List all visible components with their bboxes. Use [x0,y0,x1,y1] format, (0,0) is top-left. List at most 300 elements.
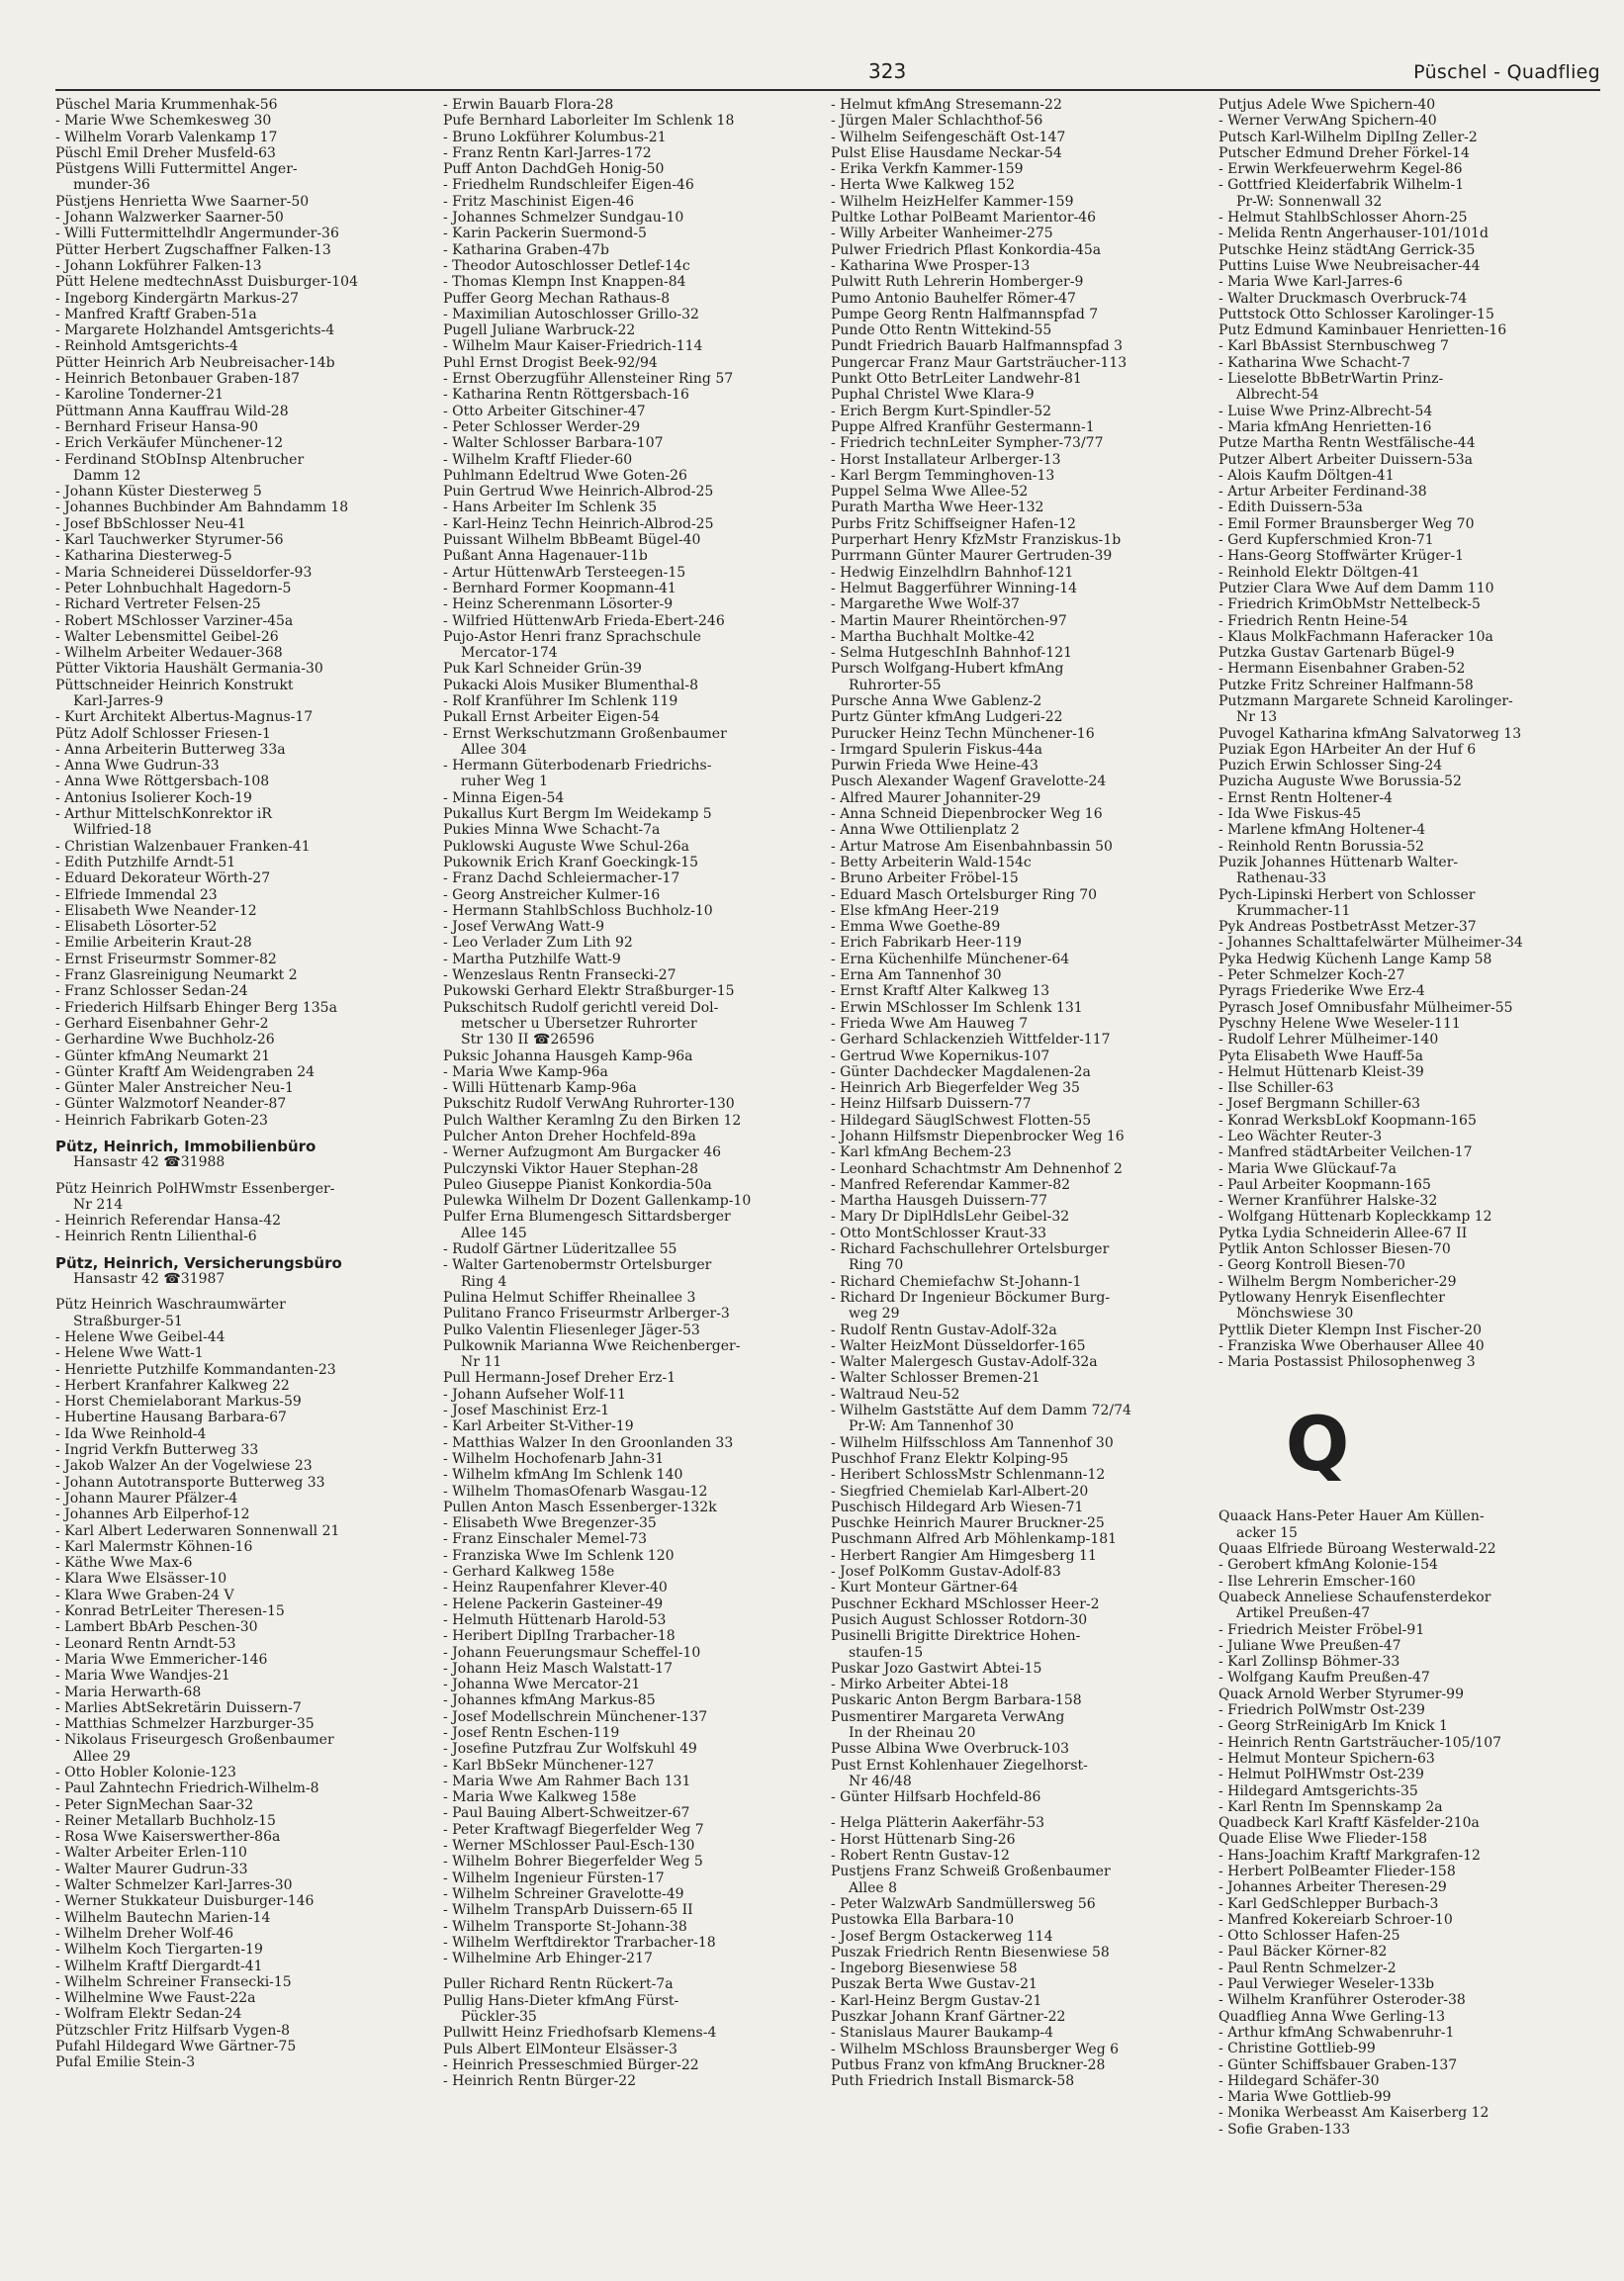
directory-entry: - Wilhelm Bohrer Biegerfelder Weg 5 [443,1854,703,1870]
directory-entry: Püschel Maria Krummenhak-56 [55,97,278,113]
directory-entry: - Luise Wwe Prinz-Albrecht-54 [1218,403,1433,419]
directory-entry: - Erwin MSchlosser Im Schlenk 131 [831,999,1083,1016]
directory-entry: - Heinrich Presseschmied Bürger-22 [443,2056,699,2073]
directory-entry: - Werner Stukkateur Duisburger-146 [55,1893,315,1910]
directory-entry: Putzier Clara Wwe Auf dem Damm 110 [1218,580,1494,596]
directory-entry: - Rudolf Gärtner Lüderitzallee 55 [443,1241,677,1258]
directory-entry: - Emilie Arbeiterin Kraut-28 [55,935,252,952]
directory-entry: - Robert Rentn Gustav-12 [831,1848,1010,1865]
directory-entry: - Anna Wwe Ottilienplatz 2 [831,822,1020,839]
directory-entry: Putz Edmund Kaminbauer Henrietten-16 [1218,322,1507,339]
directory-entry: - Klara Wwe Graben-24 V [55,1587,234,1603]
directory-entry: - Lieselotte BbBetrWartin Prinz- [1218,371,1444,388]
directory-entry: - Johann Walzwerker Saarner-50 [55,210,284,227]
directory-entry: - Friedrich Rentn Heine-54 [1218,612,1408,629]
directory-entry: - Gerhard Kalkweg 158e [443,1564,615,1581]
directory-entry: Puleo Giuseppe Pianist Konkordia-50a [443,1176,712,1193]
directory-entry: - Jakob Walzer An der Vogelwiese 23 [55,1458,313,1475]
directory-entry: - Jürgen Maler Schlachthof-56 [831,113,1043,130]
directory-entry: - Wilhelm Arbeiter Wedauer-368 [55,645,283,662]
directory-entry: - Wilhelm Dreher Wolf-46 [55,1925,234,1942]
directory-entry: - Ingeborg Biesenwiese 58 [831,1961,1018,1977]
directory-entry: - Josef Modellschrein Münchener-137 [443,1708,708,1725]
directory-entry: - Heinz Scherenmann Lösorter-9 [443,596,674,613]
directory-entry: - Erna Am Tannenhof 30 [831,967,1002,984]
directory-entry: - Bruno Lokführer Kolumbus-21 [443,129,667,145]
directory-entry: Nr 13 [1236,709,1278,726]
directory-entry: Pyrags Friederike Wwe Erz-4 [1218,983,1425,1000]
directory-entry: Pustjens Franz Schweiß Großenbaumer [831,1864,1111,1880]
directory-entry: - Otto Hobler Kolonie-123 [55,1764,236,1780]
directory-entry: - Irmgard Spulerin Fiskus-44a [831,741,1043,758]
directory-entry: - Maria Wwe Karl-Jarres-6 [1218,274,1403,291]
directory-entry: - Theodor Autoschlosser Detlef-14c [443,257,690,274]
directory-entry: - Wolfgang Kaufm Preußen-47 [1218,1670,1430,1687]
directory-entry: - Thomas Klempn Inst Knappen-84 [443,274,686,291]
directory-entry: Pullwitt Heinz Friedhofsarb Klemens-4 [443,2025,717,2042]
directory-entry: - Karl BbSekr Münchener-127 [443,1757,655,1774]
directory-entry: Puller Richard Rentn Rückert-7a [443,1976,674,1993]
directory-entry: - Else kfmAng Heer-219 [831,902,1000,919]
directory-entry: - Katharina Graben-47b [443,241,609,258]
directory-entry: - Günter kfmAng Neumarkt 21 [55,1048,271,1064]
directory-entry: Pr-W: Sonnenwall 32 [1236,193,1383,210]
directory-entry: Quadflieg Anna Wwe Gerling-13 [1218,2008,1446,2025]
directory-entry: - Richard Chemiefachw St-Johann-1 [831,1273,1082,1290]
directory-entry: - Katharina Wwe Prosper-13 [831,257,1031,274]
directory-entry: - Josef Bergm Ostackerweg 114 [831,1928,1053,1945]
directory-entry: - Josef Maschinist Erz-1 [443,1403,610,1419]
directory-entry: - Wilhelm Koch Tiergarten-19 [55,1942,263,1959]
directory-entry: Pundt Friedrich Bauarb Halfmannspfad 3 [831,338,1124,355]
directory-entry: - Walter HeizMont Düsseldorfer-165 [831,1337,1086,1354]
directory-entry: - Peter WalzwArb Sandmüllersweg 56 [831,1895,1096,1912]
directory-entry: - Günter Kraftf Am Weidengraben 24 [55,1063,316,1080]
directory-entry: - Georg Anstreicher Kulmer-16 [443,886,661,903]
directory-entry: - Martha Putzhilfe Watt-9 [443,951,621,967]
directory-entry: - Mirko Arbeiter Abtei-18 [831,1677,1009,1693]
directory-entry: - Willi Futtermittelhdlr Angermunder-36 [55,226,339,242]
directory-entry: - Friedrich KrimObMstr Nettelbeck-5 [1218,596,1481,613]
directory-entry: - Karl BbAssist Sternbuschweg 7 [1218,338,1449,355]
directory-entry: - Siegfried Chemielab Karl-Albert-20 [831,1483,1089,1500]
directory-entry: Pyschny Helene Wwe Weseler-111 [1218,1015,1461,1032]
directory-entry: - Hildegard Schäfer-30 [1218,2072,1380,2089]
directory-entry: - Richard Fachschullehrer Ortelsburger [831,1241,1110,1258]
directory-entry: - Wilhelm Maur Kaiser-Friedrich-114 [443,338,703,355]
directory-entry: - Margarete Holzhandel Amtsgerichts-4 [55,322,335,339]
directory-entry: Pumpe Georg Rentn Halfmannspfad 7 [831,306,1099,322]
directory-entry: - Willi Hüttenarb Kamp-96a [443,1080,637,1097]
directory-entry: Punkt Otto BetrLeiter Landwehr-81 [831,371,1082,388]
directory-entry: acker 15 [1236,1524,1298,1541]
directory-entry: - Heinrich Fabrikarb Goten-23 [55,1112,268,1129]
directory-entry: Puhlmann Edeltrud Wwe Goten-26 [443,467,687,484]
directory-entry: Puskar Jozo Gastwirt Abtei-15 [831,1660,1042,1677]
directory-entry: - Herbert PolBeamter Flieder-158 [1218,1863,1456,1879]
running-head: Püschel - Quadflieg [1413,61,1600,83]
directory-entry: - Wilhelm Schreiner Fransecki-15 [55,1973,292,1990]
directory-entry: Punde Otto Rentn Wittekind-55 [831,322,1052,339]
directory-entry: Puziak Egon HArbeiter An der Huf 6 [1218,741,1477,758]
directory-entry: - Günter Schiffsbauer Graben-137 [1218,2056,1458,2073]
directory-entry: - Horst Installateur Arlberger-13 [831,451,1061,468]
directory-entry: Pumo Antonio Bauhelfer Römer-47 [831,290,1076,307]
directory-entry: Puschhof Franz Elektr Kolping-95 [831,1450,1069,1467]
directory-entry: - Erika Verkfn Kammer-159 [831,161,1024,178]
directory-entry: Pütter Viktoria Haushält Germania-30 [55,661,323,678]
directory-entry: - Walter Gartenobermstr Ortelsburger [443,1257,712,1274]
directory-entry: - Karl Rentn Im Spennskamp 2a [1218,1798,1443,1815]
directory-entry: Puschke Heinrich Maurer Bruckner-25 [831,1515,1105,1532]
directory-entry: - Erich Fabrikarb Heer-119 [831,935,1022,952]
directory-entry: - Peter SignMechan Saar-32 [55,1796,254,1813]
directory-entry: - Hubertine Hausang Barbara-67 [55,1410,287,1426]
directory-entry: Pütz Heinrich PolHWmstr Essenberger- [55,1180,335,1197]
directory-entry: - Friedhelm Rundschleifer Eigen-46 [443,177,694,194]
directory-entry: Pukownik Erich Kranf Goeckingk-15 [443,854,699,870]
directory-entry: - Elfriede Immendal 23 [55,886,218,903]
directory-entry: Puszak Berta Wwe Gustav-21 [831,1976,1038,1993]
directory-entry: - Alois Kaufm Döltgen-41 [1218,467,1395,484]
directory-entry: - Kurt Monteur Gärtner-64 [831,1580,1019,1597]
directory-entry: - Wilhelm Gaststätte Auf dem Damm 72/74 [831,1403,1131,1419]
directory-entry: - Helmut PolHWmstr Ost-239 [1218,1767,1424,1783]
directory-entry: - Wilhelm Transporte St-Johann-38 [443,1918,687,1935]
directory-entry: - Christian Walzenbauer Franken-41 [55,838,311,855]
directory-entry: In der Rheinau 20 [849,1724,976,1741]
directory-entry: - Manfred Kokereiarb Schroer-10 [1218,1911,1453,1928]
directory-entry: - Rudolf Lehrer Mülheimer-140 [1218,1032,1439,1049]
directory-entry: - Sofie Graben-133 [1218,2121,1351,2138]
directory-entry: - Johannes Buchbinder Am Bahndamm 18 [55,500,349,516]
directory-entry: - Günter Walzmotorf Neander-87 [55,1096,287,1113]
directory-entry: - Walter Druckmasch Overbruck-74 [1218,290,1468,307]
directory-entry: - Monika Werbeasst Am Kaiserberg 12 [1218,2105,1489,2122]
directory-entry: Allee 29 [73,1748,131,1765]
directory-entry: Pytlik Anton Schlosser Biesen-70 [1218,1241,1451,1258]
directory-entry: - Martha Hausgeh Duissern-77 [831,1193,1048,1210]
directory-entry: - Ernst Friseurmstr Sommer-82 [55,951,277,967]
directory-entry: Purath Martha Wwe Heer-132 [831,500,1044,516]
directory-entry: - Johann Hilfsmstr Diepenbrocker Weg 16 [831,1129,1125,1144]
directory-entry: - Elisabeth Wwe Bregenzer-35 [443,1515,657,1532]
directory-entry: Puklowski Auguste Wwe Schul-26a [443,838,689,855]
directory-entry: - Maria kfmAng Henrietten-16 [1218,418,1432,435]
directory-entry: - Käthe Wwe Max-6 [55,1555,193,1572]
directory-entry: Pulst Elise Hausdame Neckar-54 [831,144,1062,161]
directory-entry: Damm 12 [73,467,141,484]
directory-entry: - Josef PolKomm Gustav-Adolf-83 [831,1564,1061,1581]
directory-entry: Puzicha Auguste Wwe Borussia-52 [1218,774,1462,790]
directory-entry: Putzmann Margarete Schneid Karolinger- [1218,692,1513,709]
directory-entry: - Wilhelm Kraftf Diergardt-41 [55,1958,263,1974]
directory-entry: Pulfer Erna Blumengesch Sittardsberger [443,1209,731,1226]
directory-entry: - Ingrid Verkfn Butterweg 33 [55,1442,259,1459]
directory-entry: - Josefine Putzfrau Zur Wolfskuhl 49 [443,1741,697,1758]
directory-entry: Pulwitt Ruth Lehrerin Homberger-9 [831,274,1084,291]
directory-entry: - Paul Bauing Albert-Schweitzer-67 [443,1805,690,1822]
directory-entry: - Heribert SchlossMstr Schlenmann-12 [831,1467,1106,1484]
directory-entry: - Ilse Schiller-63 [1218,1080,1334,1097]
directory-entry: - Konrad BetrLeiter Theresen-15 [55,1603,285,1620]
directory-entry: - Werner Kranführer Halske-32 [1218,1193,1438,1210]
directory-entry: - Manfred Referendar Kammer-82 [831,1176,1071,1193]
directory-entry: Quaas Elfriede Büroang Westerwald-22 [1218,1541,1496,1558]
directory-entry: Rathenau-33 [1236,870,1327,887]
directory-entry: - Wenzeslaus Rentn Fransecki-27 [443,967,677,984]
directory-entry: - Karl Arbeiter St-Vither-19 [443,1418,634,1435]
directory-entry: Hansastr 42 ☎31987 [73,1271,226,1288]
directory-entry: - Karl Bergm Temminghoven-13 [831,467,1055,484]
directory-entry: - Fritz Maschinist Eigen-46 [443,193,634,210]
directory-entry: Pytka Lydia Schneiderin Allee-67 II [1218,1225,1468,1241]
directory-entry: Pullen Anton Masch Essenberger-132k [443,1499,717,1515]
directory-entry: - Paul Bäcker Körner-82 [1218,1944,1388,1961]
directory-entry: - Heinrich Betonbauer Graben-187 [55,371,300,388]
directory-entry: - Christine Gottlieb-99 [1218,2041,1376,2057]
directory-entry: Püstjens Henrietta Wwe Saarner-50 [55,193,310,210]
directory-entry: Pujo-Astor Henri franz Sprachschule [443,628,701,645]
column-1 [55,97,431,2263]
directory-entry: Pulwer Friedrich Pflast Konkordia-45a [831,241,1102,258]
directory-entry: - Johann Küster Diesterweg 5 [55,484,262,501]
directory-entry: - Reinhold Elektr Döltgen-41 [1218,564,1420,581]
directory-entry: Ruhrorter-55 [849,677,942,693]
directory-entry: - Hans-Georg Stoffwärter Krüger-1 [1218,548,1465,565]
directory-entry: Nr 46/48 [849,1773,912,1789]
directory-entry: - Minna Eigen-54 [443,789,565,806]
directory-entry: Putbus Franz von kfmAng Bruckner-28 [831,2056,1106,2073]
directory-entry: Pusmentirer Margareta VerwAng [831,1708,1065,1725]
directory-entry: - Hermann StahlbSchloss Buchholz-10 [443,902,713,919]
directory-entry: - Ilse Lehrerin Emscher-160 [1218,1573,1416,1590]
directory-entry: - Gerobert kfmAng Kolonie-154 [1218,1557,1438,1574]
directory-entry: - Rosa Wwe Kaiserswerther-86a [55,1829,281,1846]
directory-entry: - Helmuth Hüttenarb Harold-53 [443,1611,667,1628]
directory-entry: - Wilhelm HeizHelfer Kammer-159 [831,193,1074,210]
directory-entry: - Werner Aufzugmont Am Burgacker 46 [443,1144,722,1161]
directory-entry: - Katharina Rentn Röttgersbach-16 [443,387,689,404]
directory-entry: - Frieda Wwe Am Hauweg 7 [831,1015,1029,1032]
directory-entry: - Wilhelm TranspArb Duissern-65 II [443,1902,693,1919]
directory-entry: - Friedrich Meister Fröbel-91 [1218,1621,1425,1638]
directory-entry: Puissant Wilhelm BbBeamt Bügel-40 [443,532,701,549]
directory-entry: - Josef Rentn Eschen-119 [443,1724,620,1741]
directory-entry: Puzich Erwin Schlosser Sing-24 [1218,758,1443,775]
directory-entry: - Johanna Wwe Mercator-21 [443,1677,641,1693]
directory-entry: Pukowski Gerhard Elektr Straßburger-15 [443,983,735,1000]
directory-entry: - Richard Vertreter Felsen-25 [55,596,261,613]
business-listing: Pütz, Heinrich, Immobilienbüro [55,1139,316,1155]
directory-entry: Ring 4 [461,1273,507,1290]
directory-entry: - Waltraud Neu-52 [831,1386,960,1403]
directory-entry: - Heinrich Rentn Lilienthal-6 [55,1229,257,1245]
directory-entry: - Werner VerwAng Spichern-40 [1218,113,1437,130]
directory-entry: - Otto Arbeiter Gitschiner-47 [443,403,646,419]
directory-entry: Pusch Alexander Wagenf Gravelotte-24 [831,774,1107,790]
directory-entry: Puksic Johanna Hausgeh Kamp-96a [443,1048,693,1064]
directory-entry: Quabeck Anneliese Schaufensterdekor [1218,1589,1491,1605]
business-listing: Pütz, Heinrich, Versicherungsbüro [55,1254,342,1272]
directory-entry: - Franz Schlosser Sedan-24 [55,983,248,1000]
directory-entry: - Maria Postassist Philosophenweg 3 [1218,1354,1476,1371]
directory-entry: Ring 70 [849,1257,904,1274]
directory-entry: - Klaus MolkFachmann Haferacker 10a [1218,628,1493,645]
directory-entry: - Hans-Joachim Kraftf Markgrafen-12 [1218,1847,1481,1864]
directory-entry: - Maria Herwarth-68 [55,1684,202,1700]
directory-entry: - Bruno Arbeiter Fröbel-15 [831,870,1019,887]
directory-entry: - Leonard Rentn Arndt-53 [55,1635,236,1652]
directory-entry: - Leonhard Schachtmstr Am Dehnenhof 2 [831,1160,1123,1177]
directory-entry: - Gottfried Kleiderfabrik Wilhelm-1 [1218,177,1465,194]
directory-entry: Pukies Minna Wwe Schacht-7a [443,822,661,839]
directory-entry: Pufahl Hildegard Wwe Gärtner-75 [55,2039,297,2055]
directory-entry: Puk Karl Schneider Grün-39 [443,661,642,678]
directory-entry: - Peter Kraftwagf Biegerfelder Weg 7 [443,1821,704,1838]
directory-entry: Puttstock Otto Schlosser Karolinger-15 [1218,306,1494,322]
directory-entry: - Ernst Rentn Holtener-4 [1218,789,1393,806]
directory-entry: - Maria Wwe Kalkweg 158e [443,1789,637,1806]
directory-entry: - Wilhelmine Arb Ehinger-217 [443,1951,653,1967]
directory-entry: - Wolfram Elektr Sedan-24 [55,2006,242,2023]
directory-entry: - Wilhelm kfmAng Im Schlenk 140 [443,1467,683,1484]
directory-entry: - Arthur MittelschKonrektor iR [55,806,272,823]
directory-entry: - Elisabeth Lösorter-52 [55,919,218,936]
directory-entry: - Karl Albert Lederwaren Sonnenwall 21 [55,1522,340,1539]
directory-entry: - Selma HutgeschInh Bahnhof-121 [831,645,1073,662]
directory-entry: Putzer Albert Arbeiter Duissern-53a [1218,451,1474,468]
directory-entry: Purwin Frieda Wwe Heine-43 [831,758,1038,775]
directory-entry: - Wilhelm Bautechn Marien-14 [55,1909,271,1926]
directory-entry: Püttschneider Heinrich Konstrukt [55,677,294,693]
section-letter-heading: Q [1285,1400,1350,1489]
directory-entry: - Wilhelm MSchloss Braunsberger Weg 6 [831,2041,1120,2057]
directory-entry: - Walter Lebensmittel Geibel-26 [55,628,279,645]
directory-entry: - Horst Hüttenarb Sing-26 [831,1831,1016,1848]
directory-entry: - Anna Wwe Gudrun-33 [55,758,220,775]
directory-entry: - Maria Wwe Glückauf-7a [1218,1160,1397,1177]
directory-entry: - Herbert Kranfahrer Kalkweg 22 [55,1377,290,1394]
directory-entry: - Wilhelm Ingenieur Fürsten-17 [443,1870,665,1886]
directory-entry: Puzik Johannes Hüttenarb Walter- [1218,854,1459,870]
directory-entry: - Emil Former Braunsberger Weg 70 [1218,515,1475,532]
column-2 [443,97,819,2263]
directory-entry: - Otto MontSchlosser Kraut-33 [831,1225,1047,1241]
directory-entry: - Leo Verlader Zum Lith 92 [443,935,633,952]
directory-entry: Allee 8 [849,1879,897,1896]
directory-entry: - Robert MSchlosser Varziner-45a [55,612,294,629]
directory-entry: Putzke Fritz Schreiner Halfmann-58 [1218,677,1474,693]
directory-entry: - Wilhelm Kraftf Flieder-60 [443,451,633,468]
directory-entry: Puvogel Katharina kfmAng Salvatorweg 13 [1218,725,1522,742]
directory-entry: - Wolfgang Hüttenarb Kopleckkamp 12 [1218,1209,1492,1226]
directory-entry: - Ernst Oberzugführ Allensteiner Ring 57 [443,371,734,388]
directory-entry: - Artur HüttenwArb Tersteegen-15 [443,564,686,581]
directory-entry: - Lambert BbArb Peschen-30 [55,1619,258,1636]
directory-entry: Putsch Karl-Wilhelm DiplIng Zeller-2 [1218,129,1478,145]
directory-entry: - Ferdinand StObInsp Altenbrucher [55,451,305,468]
directory-entry: - Helmut kfmAng Stresemann-22 [831,97,1062,113]
directory-entry: staufen-15 [849,1644,924,1661]
directory-entry: Puttins Luise Wwe Neubreisacher-44 [1218,257,1481,274]
directory-entry: Artikel Preußen-47 [1236,1605,1371,1622]
directory-entry: - Franziska Wwe Im Schlenk 120 [443,1547,675,1564]
directory-entry: - Nikolaus Friseurgesch Großenbaumer [55,1732,334,1749]
directory-entry: - Herbert Rangier Am Himgesberg 11 [831,1547,1097,1564]
directory-entry: metscher u Übersetzer Ruhrorter [461,1015,697,1032]
directory-entry: - Manfred städtArbeiter Veilchen-17 [1218,1144,1473,1161]
directory-entry: - Margarethe Wwe Wolf-37 [831,596,1020,613]
directory-entry: Pützschler Fritz Hilfsarb Vygen-8 [55,2022,291,2039]
directory-entry: Pyrasch Josef Omnibusfahr Mülheimer-55 [1218,999,1513,1016]
directory-entry: - Johann Heiz Masch Walstatt-17 [443,1660,673,1677]
directory-entry: Pütter Heinrich Arb Neubreisacher-14b [55,354,335,371]
directory-entry: Pusse Albina Wwe Overbruck-103 [831,1741,1070,1758]
directory-entry: Pusich August Schlosser Rotdorn-30 [831,1611,1088,1628]
directory-entry: Str 130 II ☎26596 [461,1032,595,1049]
directory-entry: Pungercar Franz Maur Gartsträucher-113 [831,354,1128,371]
directory-entry: Puphal Christel Wwe Klara-9 [831,387,1035,404]
directory-entry: - Wilhelm Hilfsschloss Am Tannenhof 30 [831,1434,1114,1451]
directory-entry: Putzka Gustav Gartenarb Bügel-9 [1218,645,1455,662]
directory-entry: - Maria Wwe Wandjes-21 [55,1668,230,1685]
directory-entry: Pyttlik Dieter Klempn Inst Fischer-20 [1218,1322,1482,1338]
directory-entry: Puin Gertrud Wwe Heinrich-Albrod-25 [443,484,714,501]
directory-entry: Pulcher Anton Dreher Hochfeld-89a [443,1129,696,1144]
directory-entry: Pulitano Franco Friseurmstr Arlberger-3 [443,1306,730,1323]
directory-entry: Quadbeck Karl Kraftf Käsfelder-210a [1218,1815,1480,1832]
directory-entry: Puhl Ernst Drogist Beek-92/94 [443,354,658,371]
directory-entry: - Betty Arbeiterin Wald-154c [831,854,1032,870]
directory-entry: - Reinhold Amtsgerichts-4 [55,338,238,355]
directory-entry: Püschl Emil Dreher Musfeld-63 [55,144,276,161]
directory-entry: Purucker Heinz Techn Münchener-16 [831,725,1095,742]
column-4 [1218,97,1600,2263]
directory-entry: munder-36 [73,177,150,194]
directory-entry: - Walter Schlosser Barbara-107 [443,435,664,452]
directory-entry: - Paul Arbeiter Koopmann-165 [1218,1176,1431,1193]
directory-entry: Pursche Anna Wwe Gablenz-2 [831,692,1042,709]
directory-entry: - Wilhelm Kranführer Osteroder-38 [1218,1992,1466,2009]
directory-entry: - Erwin Bauarb Flora-28 [443,97,614,113]
directory-entry: - Johannes Schmelzer Sundgau-10 [443,210,684,227]
directory-entry: Pütz Adolf Schlosser Friesen-1 [55,725,271,742]
directory-entry: - Franz Einschaler Memel-73 [443,1531,647,1548]
directory-entry: - Wilhelm Werftdirektor Trarbacher-18 [443,1934,716,1951]
directory-entry: - Edith Duissern-53a [1218,500,1363,516]
directory-entry: - Helene Wwe Watt-1 [55,1345,204,1362]
directory-entry: - Walter Maurer Gudrun-33 [55,1861,248,1877]
directory-entry: - Franz Dachd Schleiermacher-17 [443,870,680,887]
directory-entry: - Maximilian Autoschlosser Grillo-32 [443,306,699,322]
directory-entry: - Ida Wwe Fiskus-45 [1218,806,1362,823]
directory-entry: Putze Martha Rentn Westfälische-44 [1218,435,1476,452]
directory-entry: - Ernst Kraftf Alter Kalkweg 13 [831,983,1050,1000]
directory-entry: - Karl-Heinz Bergm Gustav-21 [831,1992,1042,2009]
directory-entry: - Karl Tauchwerker Styrumer-56 [55,532,284,549]
directory-entry: - Antonius Isolierer Koch-19 [55,789,252,806]
directory-entry: Puffer Georg Mechan Rathaus-8 [443,290,671,307]
directory-entry: - Peter Schmelzer Koch-27 [1218,967,1405,984]
directory-entry: - Rolf Kranführer Im Schlenk 119 [443,692,678,709]
directory-entry: - Marlene kfmAng Holtener-4 [1218,822,1426,839]
directory-entry: - Hedwig Einzelhdlrn Bahnhof-121 [831,564,1074,581]
directory-entry: - Henriette Putzhilfe Kommandanten-23 [55,1361,336,1378]
directory-entry: Pukallus Kurt Bergm Im Weidekamp 5 [443,806,712,823]
directory-entry: - Paul Verwieger Weseler-133b [1218,1976,1435,1993]
directory-entry: - Paul Zahntechn Friedrich-Wilhelm-8 [55,1780,319,1797]
